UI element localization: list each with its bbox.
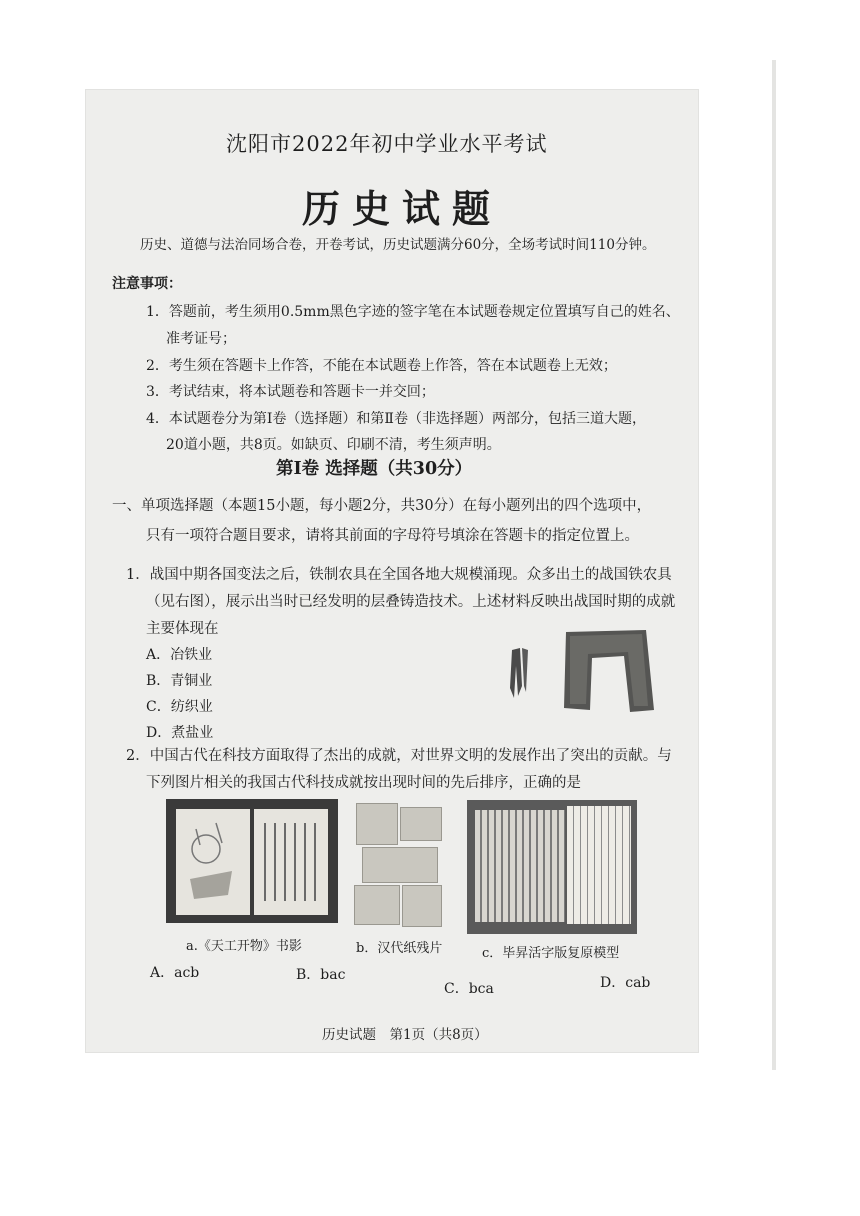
question-1-text: （见右图），展示出当时已经发明的层叠铸造技术。上述材料反映出战国时期的成就 [146,594,676,610]
tiangong-kaiwu-book-image [166,799,338,923]
question-2-option-b[interactable]: B．bac [296,967,346,983]
question-1-option-a[interactable]: A．冶铁业 [146,647,213,663]
han-paper-fragment-image [352,801,444,927]
movable-type-model-image [467,800,637,934]
part-one-instruction: 一、单项选择题（本题15小题，每小题2分，共30分）在每小题列出的四个选项中， [112,498,652,514]
image-caption-c: c．毕昇活字版复原模型 [482,946,620,961]
notice-item: 准考证号； [166,331,236,347]
notice-item: 4．本试题卷分为第Ⅰ卷（选择题）和第Ⅱ卷（非选择题）两部分，包括三道大题， [146,411,646,427]
iron-farm-tools-image [508,626,658,714]
subject-title: 历史试题 [302,186,503,231]
section-title: 第Ⅰ卷 选择题（共30分） [276,459,473,479]
question-1-option-d[interactable]: D．煮盐业 [146,725,214,741]
question-1-option-b[interactable]: B．青铜业 [146,673,213,689]
notice-item: 3．考试结束，将本试题卷和答题卡一并交回； [146,384,435,400]
image-caption-a: a.《天工开物》书影 [186,939,302,954]
question-2-option-a[interactable]: A．acb [150,965,200,981]
notice-item: 1．答题前，考生须用0.5mm黑色字迹的签字笔在本试题卷规定位置填写自己的姓名、 [146,304,680,320]
image-caption-b: b．汉代纸残片 [356,941,443,956]
notice-item: 20道小题，共8页。如缺页、印刷不清，考生须声明。 [166,437,501,453]
question-2-text: 下列图片相关的我国古代科技成就按出现时间的先后排序，正确的是 [146,775,581,791]
notice-heading: 注意事项： [112,276,182,292]
scan-edge [772,60,776,1070]
notice-item: 2．考生须在答题卡上作答，不能在本试题卷上作答，答在本试题卷上无效； [146,358,617,374]
part-one-instruction: 只有一项符合题目要求，请将其前面的字母符号填涂在答题卡的指定位置上。 [146,528,639,544]
page-footer: 历史试题 第1页（共8页） [322,1027,488,1043]
question-2-text: 2．中国古代在科技方面取得了杰出的成就，对世界文明的发展作出了突出的贡献。与 [126,748,672,764]
exam-intro: 历史、道德与法治同场合卷，开卷考试，历史试题满分60分，全场考试时间110分钟。 [140,237,656,253]
question-1-option-c[interactable]: C．纺织业 [146,699,213,715]
question-2-option-d[interactable]: D．cab [600,975,651,991]
exam-title: 沈阳市2022年初中学业水平考试 [226,132,548,156]
question-2-option-c[interactable]: C．bca [444,981,494,997]
question-1-text: 1．战国中期各国变法之后，铁制农具在全国各地大规模涌现。众多出土的战国铁农具 [126,567,672,583]
question-1-text: 主要体现在 [146,621,219,637]
